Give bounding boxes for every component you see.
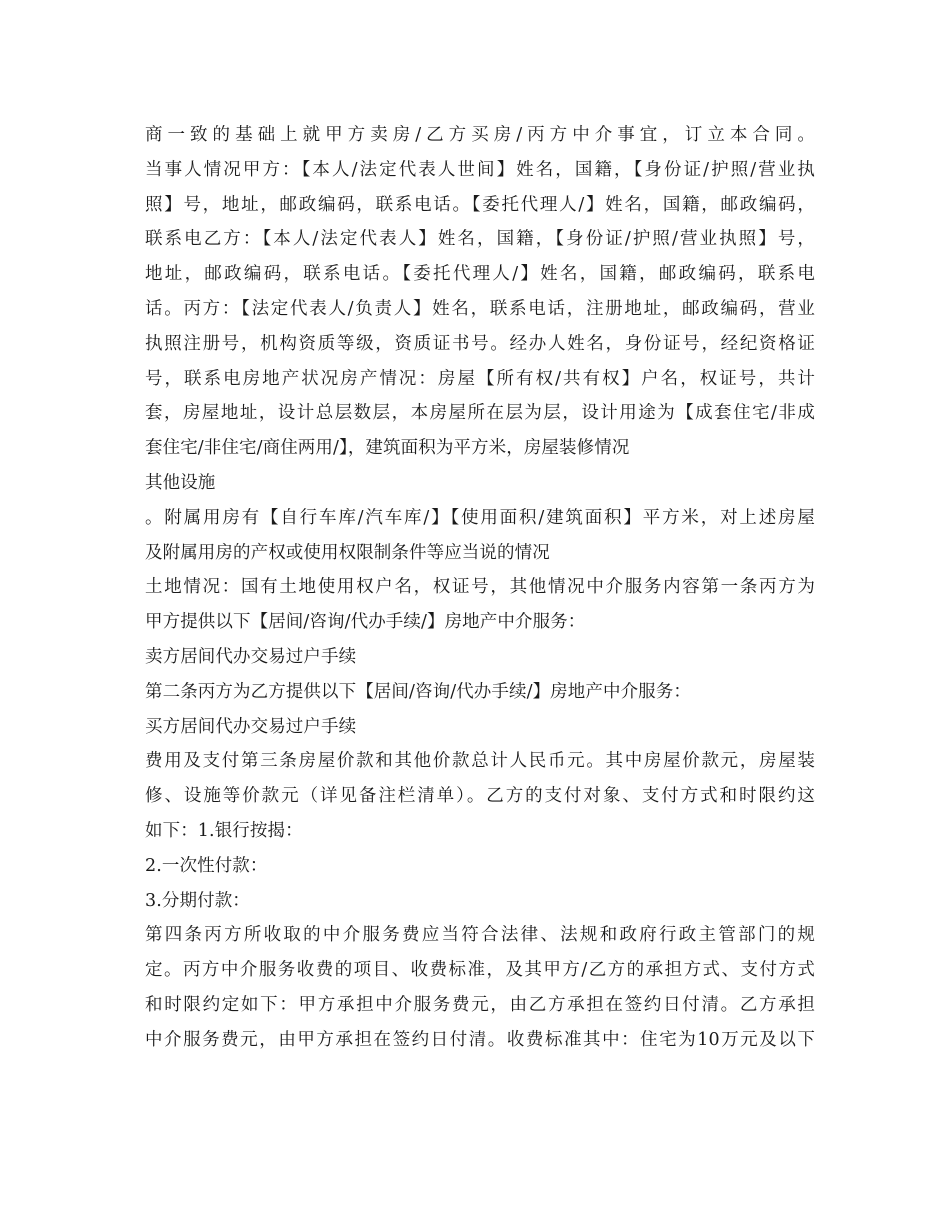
- text-line: 商一致的基础上就甲方卖房/乙方买房/丙方中介事宜，订立本合同。: [145, 125, 815, 145]
- text-line: 执照注册号，机构资质等级，资质证书号。经办人姓名，身份证号，经纪资格证: [145, 333, 815, 354]
- text-line: 如下：1.银行按揭：: [145, 820, 303, 841]
- text-line: 其他设施: [145, 472, 216, 493]
- text-line: 3.分期付款：: [145, 890, 250, 911]
- text-line: 土地情况：国有土地使用权户名，权证号，其他情况中介服务内容第一条丙方为: [145, 577, 815, 598]
- text-line: 买方居间代办交易过户手续: [145, 716, 357, 737]
- text-line: 第四条丙方所收取的中介服务费应当符合法律、法规和政府行政主管部门的规: [145, 925, 815, 946]
- text-line: 话。丙方：【法定代表人/负责人】姓名，联系电话，注册地址，邮政编码，营业: [145, 298, 815, 319]
- text-line: 第二条丙方为乙方提供以下【居间/咨询/代办手续/】房地产中介服务：: [145, 681, 691, 702]
- text-line: 费用及支付第三条房屋价款和其他价款总计人民币元。其中房屋价款元，房屋装: [145, 751, 815, 772]
- text-line: 当事人情况甲方：【本人/法定代表人世间】姓名，国籍，【身份证/护照/营业执: [145, 159, 815, 180]
- text-line: 卖方居间代办交易过户手续: [145, 646, 357, 667]
- text-line: 地址，邮政编码，联系电话。【委托代理人/】姓名，国籍，邮政编码，联系电: [145, 264, 815, 285]
- text-line: 套，房屋地址，设计总层数层，本房屋所在层为层，设计用途为【成套住宅/非成: [145, 403, 815, 424]
- text-line: 照】号，地址，邮政编码，联系电话。【委托代理人/】姓名，国籍，邮政编码，: [145, 194, 815, 215]
- text-line: 甲方提供以下【居间/咨询/代办手续/】房地产中介服务：: [145, 612, 586, 633]
- text-line: 联系电乙方：【本人/法定代表人】姓名，国籍，【身份证/护照/营业执照】号，: [145, 229, 815, 250]
- text-line: 2.一次性付款：: [145, 855, 268, 876]
- text-line: 中介服务费元，由甲方承担在签约日付清。收费标准其中：住宅为10万元及以下: [145, 1029, 815, 1050]
- text-line: 。附属用房有【自行车库/汽车库/】【使用面积/建筑面积】平方米，对上述房屋: [145, 507, 815, 528]
- text-line: 及附属用房的产权或使用权限制条件等应当说的情况: [145, 542, 550, 563]
- contract-body: [145, 118, 815, 1058]
- text-line: 和时限约定如下：甲方承担中介服务费元，由乙方承担在签约日付清。乙方承担: [145, 994, 815, 1015]
- text-line: 定。丙方中介服务收费的项目、收费标准，及其甲方/乙方的承担方式、支付方式: [145, 960, 815, 981]
- text-line: 套住宅/非住宅/商住两用/】，建筑面积为平方米，房屋装修情况: [145, 438, 630, 459]
- text-line: 号，联系电房地产状况房产情况：房屋【所有权/共有权】户名，权证号，共计: [145, 368, 815, 389]
- text-line: 修、设施等价款元（详见备注栏清单）。乙方的支付对象、支付方式和时限约这: [145, 786, 815, 807]
